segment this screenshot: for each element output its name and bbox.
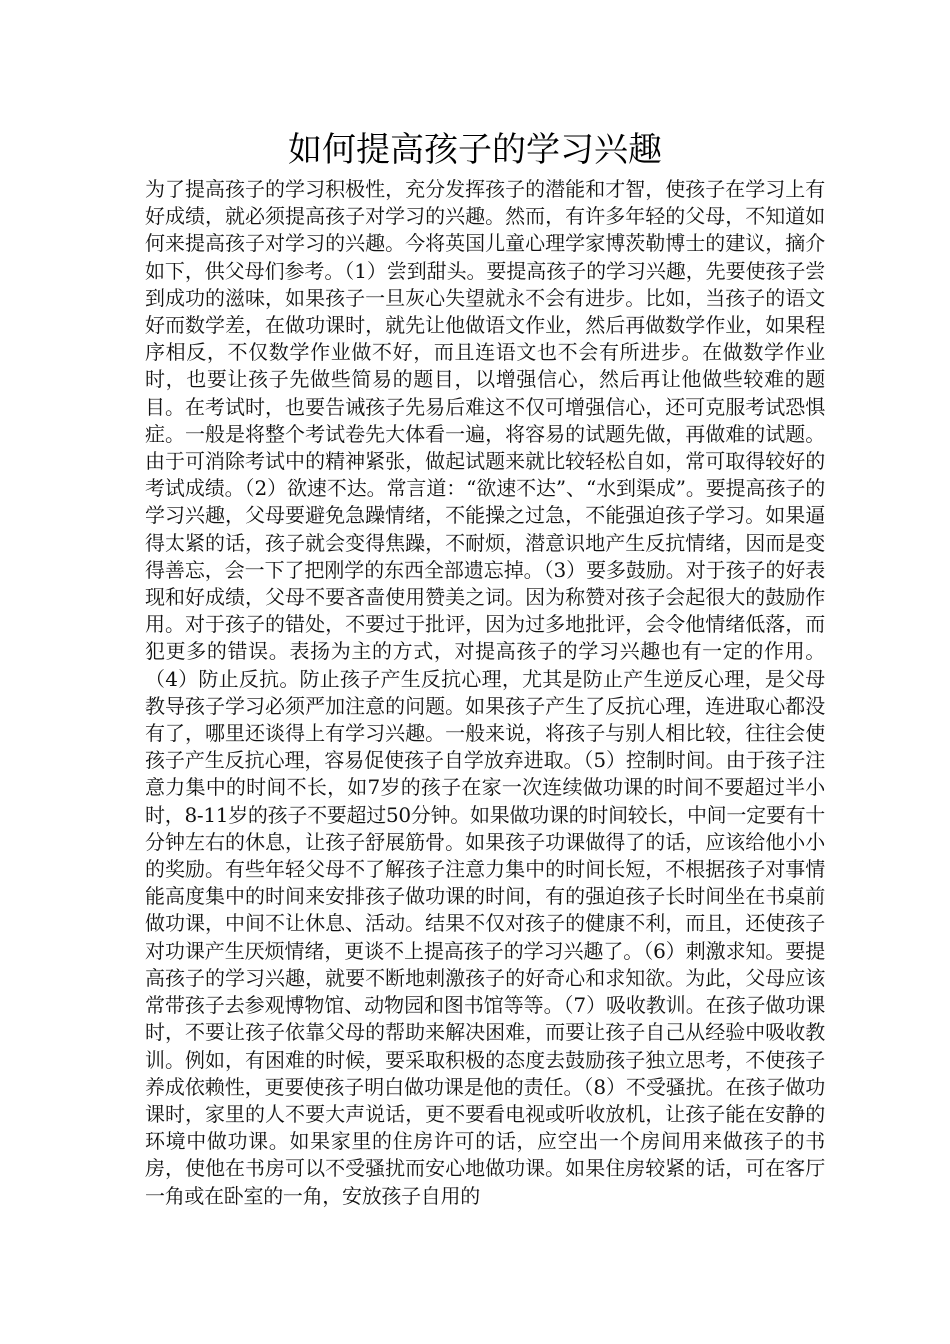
document-title: 如何提高孩子的学习兴趣 bbox=[288, 130, 662, 170]
document-body-paragraph: 为了提高孩子的学习积极性，充分发挥孩子的潜能和才智，使孩子在学习上有好成绩，就必须提高孩子对学习的兴趣。然而，有许多年轻的父母，不知道如何来提高孩子对学习的兴趣。今将英国儿童心理学家博茨勒博士的建议，摘介如下，供父母们参考。（1）尝到甜头。要提高孩子的学习兴趣，先要使孩子尝到成功的滋味，如果孩子一旦灰心失望就永不会有进步。比如，当孩子的语文好而数学差，在做功课时，就先让他做语文作业，然后再做数学作业，如果程序相反，不仅数学作业做不好，而且连语文也不会有所进步。在做数学作业时，也要让孩子先做些简易的题目，以增强信心，然后再让他做些较难的题目。在考试时，也要告诫孩子先易后难这不仅可增强信心，还可克服考试恐惧症。一般是将整个考试卷先大体看一遍，将容易的试题先做，再做难的试题。由于可消除考试中的精神紧张，做起试题来就比较轻松自如，常可取得较好的考试成绩。（2）欲速不达。常言道：“欲速不达”、“水到渠成”。要提高孩子的学习兴趣，父母要避免急躁情绪，不能操之过急，不能强迫孩子学习。如果逼得太紧的话，孩子就会变得焦躁，不耐烦，潜意识地产生反抗情绪，因而是变得善忘，会一下了把刚学的东西全部遗忘掉。（3）要多鼓励。对于孩子的好表现和好成绩，父母不要吝啬使用赞美之词。因为称赞对孩子会起很大的鼓励作用。对于孩子的错处，不要过于批评，因为过多地批评，会令他情绪低落，而犯更多的错误。表扬为主的方式，对提高孩子的学习兴趣也有一定的作用。（4）防止反抗。防止孩子产生反抗心理，尤其是防止产生逆反心理，是父母教导孩子学习必须严加注意的问题。如果孩子产生了反抗心理，连进取心都没有了，哪里还谈得上有学习兴趣。一般来说，将孩子与别人相比较，往往会使孩子产生反抗心理，容易促使孩子自学放弃进取。（5）控制时间。由于孩子注意力集中的时间不长，如7岁的孩子在家一次连续做功课的时间不要超过半小时，8-11岁的孩子不要超过50分钟。如果做功课的时间较长，中间一定要有十分钟左右的休息，让孩子舒展筋骨。如果孩子功课做得了的话，应该给他小小的奖励。有些年轻父母不了解孩子注意力集中的时间长短，不根据孩子对事情能高度集中的时间来安排孩子做功课的时间，有的强迫孩子长时间坐在书桌前做功课，中间不让休息、活动。结果不仅对孩子的健康不利，而且，还使孩子对功课产生厌烦情绪，更谈不上提高孩子的学习兴趣了。（6）刺激求知。要提高孩子的学习兴趣，就要不断地刺激孩子的好奇心和求知欲。为此，父母应该常带孩子去参观博物馆、动物园和图书馆等等。（7）吸收教训。在孩子做功课时，不要让孩子依靠父母的帮助来解决困难，而要让孩子自己从经验中吸收教训。例如，有困难的时候，要采取积极的态度去鼓励孩子独立思考，不使孩子养成依赖性，更要使孩子明白做功课是他的责任。（8）不受骚扰。在孩子做功课时，家里的人不要大声说话，更不要看电视或听收放机，让孩子能在安静的环境中做功课。如果家里的住房许可的话，应空出一个房间用来做孩子的书房，使他在书房可以不受骚扰而安心地做功课。如果住房较紧的话，可在客厅一角或在卧室的一角，安放孩子自用的 bbox=[145, 177, 825, 1208]
